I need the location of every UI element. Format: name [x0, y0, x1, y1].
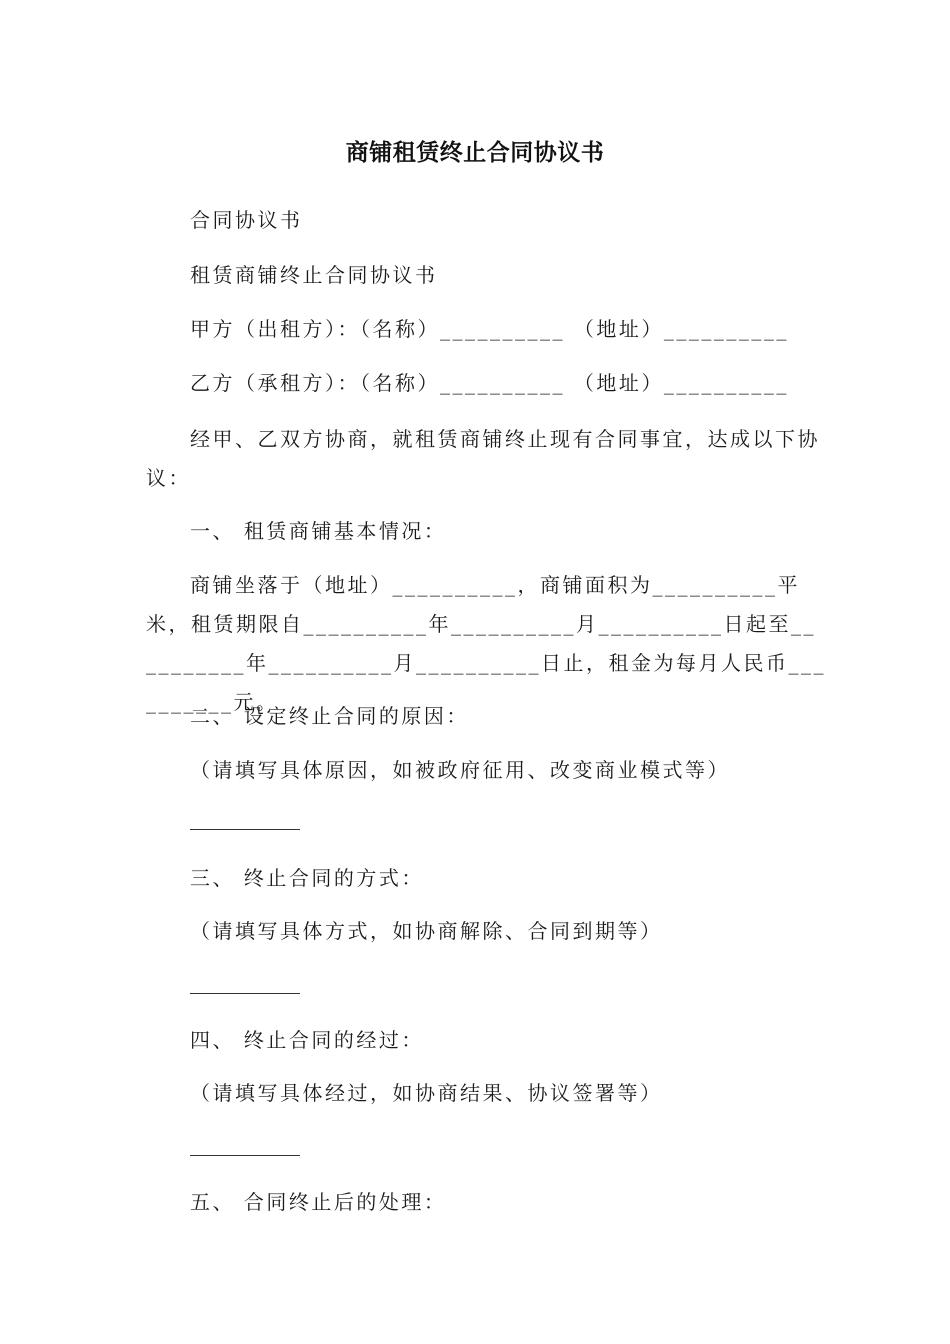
party-a-line: 甲方（出租方）：（名称）__________ （地址）__________	[190, 317, 789, 341]
document-title: 商铺租赁终止合同协议书	[345, 140, 605, 166]
section-1-heading: 一、 租赁商铺基本情况：	[190, 519, 447, 543]
section-1-body: 商铺坐落于（地址）__________，商铺面积为__________平米，租赁期限自__________年__________月__________日起至__________年__________月__________日止，租金为每月人民币__________元。	[146, 573, 826, 714]
section-3-fill-line	[190, 993, 300, 994]
section-4-hint: （请填写具体经过，如协商结果、协议签署等）	[190, 1081, 663, 1105]
subtitle-contract: 合同协议书	[190, 208, 303, 232]
section-4-fill-line	[190, 1155, 300, 1156]
section-3-heading: 三、 终止合同的方式：	[190, 866, 424, 890]
section-2-hint: （请填写具体原因，如被政府征用、改变商业模式等）	[190, 758, 730, 782]
section-4-heading: 四、 终止合同的经过：	[190, 1028, 424, 1052]
subtitle-termination: 租赁商铺终止合同协议书	[190, 263, 438, 287]
section-2-fill-line	[190, 829, 300, 830]
section-5-heading: 五、 合同终止后的处理：	[190, 1190, 447, 1214]
intro-paragraph: 经甲、乙双方协商，就租赁商铺终止现有合同事宜，达成以下协议：	[146, 427, 820, 490]
party-b-line: 乙方（承租方）：（名称）__________ （地址）__________	[190, 371, 789, 395]
section-2-heading: 二、 设定终止合同的原因：	[190, 704, 469, 728]
section-3-hint: （请填写具体方式，如协商解除、合同到期等）	[190, 919, 663, 943]
